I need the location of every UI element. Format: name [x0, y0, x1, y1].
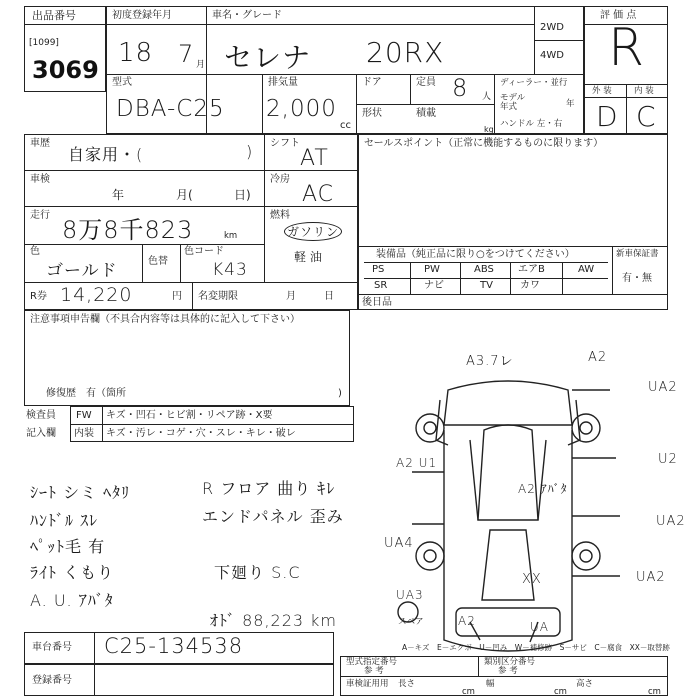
equip-aw: AW [578, 264, 595, 275]
ac-value: AC [302, 182, 335, 207]
grade: 20RX [366, 36, 445, 69]
shift-label: シフト [270, 138, 300, 149]
width-label: 幅 [486, 679, 495, 689]
model-year-unit: 年 [566, 99, 575, 109]
lot-code: [1099] [29, 38, 59, 48]
class-label: 類別区分番号 [484, 657, 536, 667]
history-close: ) [246, 142, 254, 161]
mark-rear-glass: XX [522, 572, 542, 587]
mileage-value: 8万8千823 [62, 216, 194, 244]
mark-rear-mid: A2 [458, 614, 476, 628]
height-unit: cm [648, 687, 661, 697]
displacement: 2,000 [266, 96, 337, 122]
mark-right-upper-1: UA2 [648, 380, 678, 395]
capacity-label: 定員 [416, 77, 436, 88]
type-cert-sub: 参 考 [364, 666, 384, 676]
name-change-day: 日 [324, 291, 334, 302]
attachments-label: 後日品 [362, 297, 392, 308]
load-label: 積載 [416, 108, 436, 119]
inspector-label-1: 検査員 [26, 410, 56, 421]
car-name: セレナ [224, 41, 312, 74]
month-unit: 月 [196, 60, 206, 70]
remark-1: ｼｰﾄ シミ ﾍﾀﾘ [30, 483, 131, 502]
model: DBA-C25 [116, 96, 225, 122]
exterior-score: D [596, 100, 619, 133]
equip-pw: PW [424, 264, 440, 275]
class-sub: 参 考 [498, 666, 518, 676]
recycle-unit: 円 [172, 291, 182, 302]
mark-right-lower-1: UA2 [656, 514, 686, 529]
equip-abs: ABS [474, 264, 494, 275]
kg-unit: kg [484, 125, 494, 134]
equipment-title: 装備品（純正品に限り○をつけてください） [376, 249, 575, 260]
equip-leather: カワ [520, 280, 540, 291]
door-label: ドア [362, 77, 382, 88]
equip-sr: SR [374, 280, 388, 291]
mark-front-right: A2 [588, 350, 608, 365]
shift-value: AT [300, 146, 329, 171]
color-value: ゴールド [46, 261, 118, 281]
lot-number-label: 出品番号 [32, 9, 76, 22]
dealer-label: ディーラー・並行 [500, 78, 568, 88]
history-value: 自家用・( [68, 145, 144, 164]
color-code-label: 色コード [184, 246, 224, 257]
fuel-diesel: 軽 油 [294, 250, 322, 264]
drive-4wd: 4WD [540, 50, 564, 61]
capacity: 8 [452, 74, 469, 102]
fuel-label: 燃料 [270, 210, 290, 221]
chassis-label: 車台番号 [32, 642, 72, 653]
shape-label: 形状 [362, 108, 382, 119]
mileage-label: 走行 [30, 210, 50, 221]
lot-number: 3069 [32, 56, 99, 84]
registration-label: 登録番号 [32, 675, 72, 686]
mark-roof: A2 ｱﾊﾞﾀ [518, 482, 568, 496]
mark-left-upper: A2 U1 [396, 456, 438, 470]
name-change-label: 名変期限 [198, 291, 238, 302]
equip-airbag: エアB [518, 264, 545, 275]
length-unit: cm [462, 687, 475, 697]
car-name-label: 車名・グレード [212, 10, 282, 21]
interior-label: 内 装 [634, 86, 654, 96]
chassis-number: C25-134538 [104, 634, 244, 658]
repaint-label: 色替 [148, 256, 168, 267]
equip-ps: PS [372, 264, 385, 275]
recycle-label: R券 [30, 291, 47, 302]
mark-rear-right: UA [530, 620, 549, 634]
name-change-month: 月 [286, 291, 296, 302]
color-code: K43 [212, 260, 248, 280]
inspection-day: 日) [234, 188, 251, 202]
exterior-label: 外 装 [592, 86, 612, 96]
interior-score: C [636, 100, 657, 133]
equip-navi: ナビ [424, 280, 444, 291]
remark-3: ﾍﾟｯﾄ毛 有 [30, 537, 106, 556]
inspector-label-2: 記入欄 [26, 428, 56, 439]
repair-history: 修復歴 有（箇所 [46, 388, 126, 399]
recycle-value: 14,220 [60, 284, 133, 306]
interior-check-label: 内装 [74, 428, 94, 439]
remark-2: ﾊﾝﾄﾞﾙ ｽﾚ [30, 511, 99, 530]
type-cert-label: 型式指定番号 [346, 657, 398, 667]
first-reg-label: 初度登録年月 [112, 10, 172, 21]
remark-right-3: 下廻り S.C [214, 563, 301, 582]
warranty-value: 有・無 [622, 273, 652, 284]
inspection-year: 年 [112, 188, 125, 202]
length-label: 長さ [398, 679, 416, 689]
overall-score: R [608, 18, 646, 78]
model-year-label-2: 年式 [500, 102, 518, 112]
remark-right-1: R フロア 曲り ｷﾚ [202, 479, 336, 498]
notes-label: 注意事項申告欄（不具合内容等は具体的に記入して下さい） [30, 314, 300, 325]
remark-5: A. U. ｱﾊﾞﾀ [30, 591, 114, 610]
fw-label: FW [76, 410, 92, 421]
warranty-label: 新車保証書 [616, 249, 659, 259]
displacement-label: 排気量 [268, 77, 298, 88]
mark-left-lower: UA4 [384, 536, 414, 551]
mark-rear-left: UA3 [396, 588, 424, 602]
equip-tv: TV [480, 280, 493, 291]
width-unit: cm [554, 687, 567, 697]
model-label: 型式 [112, 77, 132, 88]
remark-4: ﾗｲﾄ くもり [30, 563, 115, 582]
model-year-label-1: モデル [500, 93, 526, 103]
first-reg-month: 7 [178, 40, 195, 68]
odometer-note: ｵﾄﾞ 88,223 km [210, 611, 338, 630]
remark-right-2: エンドパネル 歪み [202, 507, 344, 526]
cc-unit: cc [340, 120, 351, 131]
mileage-unit: km [224, 231, 238, 241]
ac-label: 冷房 [270, 174, 290, 185]
mark-front-top: A3.7レ [466, 354, 514, 369]
first-reg-year: 18 [118, 38, 154, 68]
height-label: 高さ [576, 679, 594, 689]
damage-legend: A－キズ E－エクボ U－凹み W－補修跡 S－サビ C－腐食 XX－取替跡 [402, 643, 670, 652]
handle-label: ハンドル 左・右 [500, 119, 563, 129]
inspection-month: 月( [176, 188, 193, 202]
mark-right-upper-2: U2 [658, 452, 678, 467]
drive-2wd: 2WD [540, 22, 564, 33]
fw-text: キズ・凹石・ヒビ割・リペア跡・X要 [106, 410, 273, 421]
fuel-value: ガソリン [284, 222, 342, 241]
validity-label: 車検証用用 [346, 679, 389, 689]
history-label: 車歴 [30, 138, 50, 149]
interior-check-text: キズ・汚レ・コゲ・穴・スレ・キレ・破レ [106, 428, 296, 439]
inspection-label: 車検 [30, 174, 50, 185]
sales-point-label: セールスポイント（正常に機能するものに限ります） [364, 138, 604, 149]
repair-history-close: ) [338, 388, 342, 399]
color-label: 色 [30, 246, 40, 257]
spare-label: スペア [398, 617, 424, 627]
mark-right-lower-2: UA2 [636, 570, 666, 585]
capacity-unit: 人 [482, 92, 492, 102]
score-label: 評 価 点 [600, 10, 637, 21]
